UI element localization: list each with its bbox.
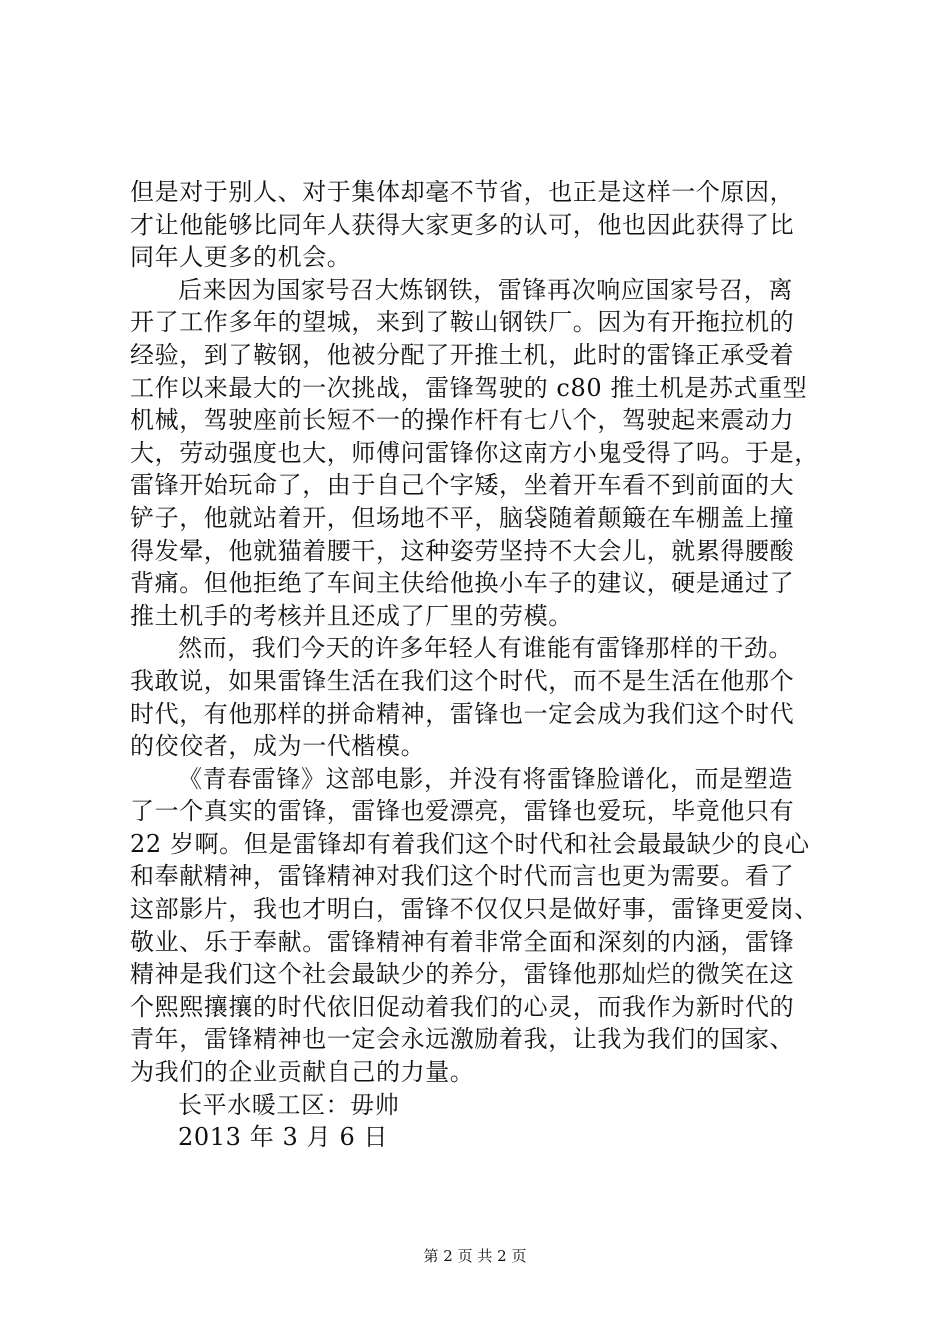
text-line: 但是对于别人、对于集体却毫不节省，也正是这样一个原因， (130, 178, 795, 206)
text-line: 22 岁啊。但是雷锋却有着我们这个时代和社会最最缺少的良心 (130, 829, 810, 858)
document-body (130, 176, 830, 1154)
text-line: 开了工作多年的望城，来到了鞍山钢铁厂。因为有开拖拉机的 (130, 308, 795, 337)
text-line: 然而，我们今天的许多年轻人有谁能有雷锋那样的干劲。 (178, 634, 793, 663)
text-line: 时代，有他那样的拼命精神，雷锋也一定会成为我们这个时代 (130, 699, 795, 728)
text-line: 才让他能够比同年人获得大家更多的认可，他也因此获得了比 (130, 210, 795, 239)
text-line: 个熙熙攘攘的时代依旧促动着我们的心灵，而我作为新时代的 (130, 992, 795, 1021)
text-line: 大，劳动强度也大，师傅问雷锋你这南方小鬼受得了吗。于是， (130, 438, 819, 467)
text-line: 机械，驾驶座前长短不一的操作杆有七八个，驾驶起来震动力 (130, 406, 795, 435)
text-line: 敬业、乐于奉献。雷锋精神有着非常全面和深刻的内涵，雷锋 (130, 927, 795, 956)
text-line: 铲子，他就站着开，但场地不平，脑袋随着颠簸在车棚盖上撞 (130, 503, 795, 532)
text-line: 雷锋开始玩命了，由于自己个字矮，坐着开车看不到前面的大 (130, 471, 795, 500)
text-line: 我敢说，如果雷锋生活在我们这个时代，而不是生活在他那个 (130, 666, 795, 695)
text-line: 青年，雷锋精神也一定会永远激励着我，让我为我们的国家、 (130, 1025, 795, 1054)
text-line: 的佼佼者，成为一代楷模。 (130, 732, 426, 761)
text-line: 工作以来最大的一次挑战，雷锋驾驶的 c80 推土机是苏式重型 (130, 373, 808, 402)
text-line: 经验，到了鞍钢，他被分配了开推土机，此时的雷锋正承受着 (130, 340, 795, 369)
text-line: 2013 年 3 月 6 日 (178, 1123, 389, 1152)
text-line: 和奉献精神，雷锋精神对我们这个时代而言也更为需要。看了 (130, 862, 795, 891)
text-line: 为我们的企业贡献自己的力量。 (130, 1058, 475, 1087)
text-line: 后来因为国家号召大炼钢铁，雷锋再次响应国家号召，离 (178, 275, 793, 304)
text-line: 了一个真实的雷锋，雷锋也爱漂亮，雷锋也爱玩，毕竟他只有 (130, 797, 795, 826)
text-line: 精神是我们这个社会最缺少的养分，雷锋他那灿烂的微笑在这 (130, 960, 795, 989)
text-line: 得发晕，他就猫着腰干，这种姿劳坚持不大会儿，就累得腰酸 (130, 536, 795, 565)
text-line: 推土机手的考核并且还成了厂里的劳模。 (130, 601, 573, 630)
text-line: 背痛。但他拒绝了车间主伕给他换小车子的建议，硬是通过了 (130, 569, 795, 598)
page-footer: 第 2 页 共 2 页 (423, 1247, 527, 1265)
text-line: 这部影片，我也才明白，雷锋不仅仅只是做好事，雷锋更爱岗、 (130, 895, 819, 924)
text-line: 《青春雷锋》这部电影，并没有将雷锋脸谱化，而是塑造 (178, 764, 793, 793)
text-line: 同年人更多的机会。 (130, 243, 352, 272)
text-line: 长平水暖工区：毋帅 (178, 1090, 400, 1119)
